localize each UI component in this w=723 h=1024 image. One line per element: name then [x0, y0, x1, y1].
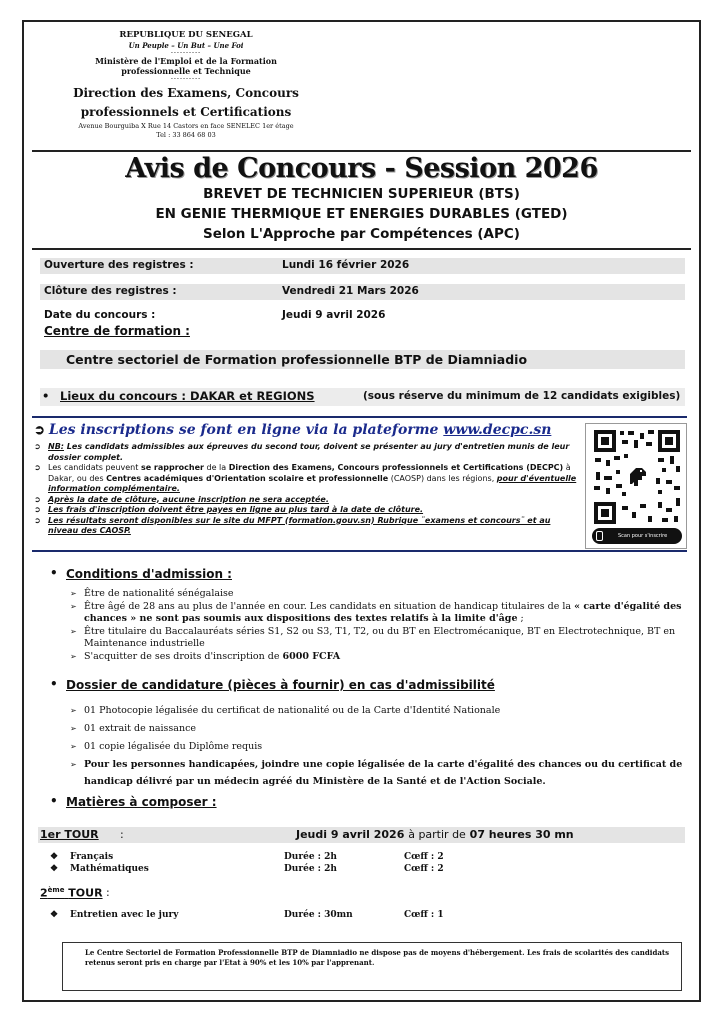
inscriptions-title-text: Les inscriptions se font en ligne via la plateforme: [48, 422, 439, 438]
nb-text: Les candidats admissibles aux épreuves du second tour, doivent se présenter au jury d'entretien munis de leur dossier complet.: [48, 442, 570, 462]
info-value: Vendredi 21 Mars 2026: [282, 285, 419, 297]
list-item: [70, 738, 690, 756]
direction-line-1: Direction des Examens, Concours: [73, 86, 299, 100]
tour-1-label: 1er TOUR: [40, 828, 99, 841]
condition-text: Être âgé de 28 ans au plus de l'année en cour. Les candidats en situation de handicap titulaires de la: [84, 600, 572, 612]
inscriptions-details: [34, 442, 582, 537]
separator: ----------: [170, 49, 202, 56]
list-item: [34, 516, 582, 537]
country-name: REPUBLIQUE DU SENEGAL: [119, 30, 253, 40]
chevron-right-icon: ➢: [70, 742, 77, 751]
tour-1-from: à partir de: [408, 828, 466, 841]
list-item: [70, 702, 690, 720]
dossier-text: 01 extrait de naissance: [84, 723, 197, 734]
chevron-right-icon: ➢: [70, 760, 77, 769]
motto: Un Peuple – Un But – Une Foi: [128, 41, 244, 50]
bullet-icon: •: [50, 794, 58, 808]
list-item: [34, 495, 582, 506]
arrow-icon: ➲: [34, 494, 41, 504]
arrow-icon: ➲: [34, 442, 41, 451]
tour-2-row: [38, 885, 685, 901]
info-row-ouverture: [40, 258, 685, 274]
matieres-title: Matières à composer :: [66, 795, 217, 809]
subject-coeff: Cœff : 1: [404, 910, 444, 920]
direction-line-2: professionnels et Certifications: [80, 105, 292, 119]
subject-coeff: Cœff : 2: [404, 852, 444, 862]
condition-text: Être de nationalité sénégalaise: [84, 588, 234, 599]
inscriptions-top-rule: [32, 416, 687, 418]
text: se rapprocher: [140, 463, 204, 472]
centre-name-box: [40, 350, 685, 369]
condition-text: ;: [520, 613, 524, 624]
subject-duration: Durée : 2h: [284, 852, 337, 862]
arrow-icon: ➲: [34, 463, 41, 472]
address: Avenue Bourguiba X Rue 14 Castors en face SENELEC 1er étage: [78, 122, 294, 130]
centre-name: Centre sectoriel de Formation professionnelle BTP de Diamniadio: [66, 352, 528, 367]
arrow-icon: ➲: [34, 505, 41, 514]
subtitle-line-2: EN GENIE THERMIQUE ET ENERGIES DURABLES (GTED): [155, 206, 568, 222]
text: (CAOSP) dans les régions,: [390, 473, 495, 483]
diamond-icon: ❖: [50, 864, 59, 874]
list-item: [70, 588, 690, 601]
list-item: [70, 756, 690, 790]
dossier-text: 01 copie légalisée du Diplôme requis: [84, 741, 263, 752]
chevron-right-icon: ➢: [70, 601, 77, 611]
conditions-title: Conditions d'admission :: [66, 567, 232, 581]
condition-text: S'acquitter de ses droits d'inscription de: [84, 650, 280, 662]
inscriptions-title: [34, 422, 551, 438]
tour-1-date: Jeudi 9 avril 2026: [296, 828, 405, 841]
tour-2-number: 2: [40, 886, 48, 900]
platform-link[interactable]: www.decpc.sn: [443, 422, 552, 438]
list-item: [70, 720, 690, 738]
list-item: [70, 626, 690, 651]
list-item: [70, 601, 690, 626]
issuer-header: [52, 30, 320, 140]
subject-duration: Durée : 2h: [284, 864, 337, 874]
title-divider: [32, 248, 691, 250]
fee-amount: 6000 FCFA: [282, 650, 341, 662]
dossier-text-bold: Pour les personnes handicapées, joindre une copie légalisée de la carte d'égalité des chances ou du certificat de handicap délivré par un médecin agréé du Ministère de la Santé et de l'Action Sociale.: [84, 759, 683, 787]
tour-1-colon: :: [120, 828, 124, 841]
nb-label: NB:: [48, 442, 64, 451]
inscriptions-bottom-rule: [32, 550, 687, 552]
chevron-right-icon: ➢: [70, 626, 77, 636]
info-label: Clôture des registres :: [44, 285, 177, 297]
arrow-icon: ➲: [34, 515, 41, 525]
header-divider: [32, 150, 691, 152]
qr-icon: [592, 428, 682, 526]
bullet-icon: •: [50, 566, 58, 580]
phone: Tel : 33 864 68 03: [156, 131, 216, 139]
notice-page: [22, 20, 701, 1002]
list-item: [70, 651, 690, 664]
tour-2-sup: ème: [47, 886, 65, 894]
tour-2-label: TOUR: [68, 886, 103, 900]
text: Les candidats peuvent: [48, 463, 139, 472]
subject-duration: Durée : 30mn: [284, 910, 353, 920]
results-note: Les résultats seront disponibles sur le site du MFPT (formation.gouv.sn) Rubrique ¨examens et concours¨ et au niveau des CAOSP.: [48, 515, 551, 535]
scan-caption: Scan pour s'inscrire: [618, 533, 668, 539]
fees-note: Les frais d'inscription doivent être payes en ligne au plus tard à la date de clôture.: [48, 505, 424, 514]
list-item: [34, 463, 582, 495]
conditions-list: [70, 588, 690, 663]
dossier-title: Dossier de candidature (pièces à fournir) en cas d'admissibilité: [66, 678, 495, 692]
closing-note: Après la date de clôture, aucune inscription ne sera acceptée.: [48, 494, 329, 504]
separator: ----------: [170, 75, 202, 82]
list-item: [34, 505, 582, 516]
condition-text: Être titulaire du Baccalauréats séries S1, S2 ou S3, T1, T2, ou du BT en Electromécanique, BT en Electrotechnique, BT en Maintenance industrielle: [84, 625, 676, 649]
info-row-date-concours: [40, 308, 685, 324]
lieux-label: Lieux du concours : DAKAR et REGIONS: [60, 389, 315, 403]
bullet-icon: •: [42, 389, 50, 403]
chevron-right-icon: ➢: [70, 589, 77, 598]
chevron-right-icon: ➢: [70, 706, 77, 715]
subject-name: Français: [70, 852, 114, 862]
bullet-icon: •: [50, 677, 58, 691]
info-row-cloture: [40, 284, 685, 300]
subtitle-line-1: BREVET DE TECHNICIEN SUPERIEUR (BTS): [203, 186, 520, 202]
subject-coeff: Cœff : 2: [404, 864, 444, 874]
phone-icon: [596, 531, 603, 541]
lieux-note: (sous réserve du minimum de 12 candidats exigibles): [363, 390, 681, 402]
subject-name: Entretien avec le jury: [70, 910, 179, 920]
info-label: Ouverture des registres :: [44, 259, 194, 271]
tour-1-row: [38, 827, 685, 843]
text: à Dakar, ou des: [48, 463, 571, 483]
notice-title: Avis de Concours - Session 2026: [125, 153, 598, 184]
diamond-icon: ❖: [50, 910, 59, 920]
tour-1-time: 07 heures 30 mn: [469, 828, 574, 841]
info-label: Date du concours :: [44, 309, 156, 321]
footer-note: Le Centre Sectoriel de Formation Professionnelle BTP de Diamniadio ne dispose pas de moyens d'hébergement. Les frais de scolarités des candidats retenus seront pris en charge par l'Etat à 90% et les 10% par l'apprenant.: [62, 942, 682, 991]
subject-name: Mathématiques: [70, 864, 149, 874]
qr-code[interactable]: [585, 423, 687, 549]
list-item: [34, 442, 582, 463]
lieux-row: [40, 388, 685, 406]
chevron-right-icon: ➢: [70, 724, 77, 733]
diamond-icon: ❖: [50, 852, 59, 862]
text: Direction des Examens, Concours professionnels et Certifications (DECPC): [228, 463, 564, 472]
chevron-right-icon: ➢: [70, 651, 77, 661]
info-value: Jeudi 9 avril 2026: [282, 309, 386, 321]
centre-label: Centre de formation :: [44, 324, 190, 338]
scan-badge: [592, 528, 682, 544]
subtitle-line-3: Selon L'Approche par Compétences (APC): [203, 226, 520, 242]
text: Centres académiques d'Orientation scolaire et professionnelle: [106, 473, 389, 483]
tour-2-colon: :: [106, 886, 110, 899]
text: pour d'éventuelle information complémentaire.: [48, 473, 577, 493]
arrow-icon: ➲: [34, 423, 45, 438]
ministry-line-2: professionnelle et Technique: [121, 66, 251, 76]
ministry-line-1: Ministère de l'Emploi et de la Formation: [95, 56, 277, 66]
dossier-list: [70, 702, 690, 790]
text: de la: [206, 463, 227, 472]
dossier-text: 01 Photocopie légalisée du certificat de nationalité ou de la Carte d'Identité Nationale: [84, 705, 501, 716]
info-value: Lundi 16 février 2026: [282, 259, 410, 271]
condition-text-bold: « carte d'égalité des chances » ne sont pas soumis aux dispositions des textes relatifs à la limite d'âge: [84, 600, 682, 624]
